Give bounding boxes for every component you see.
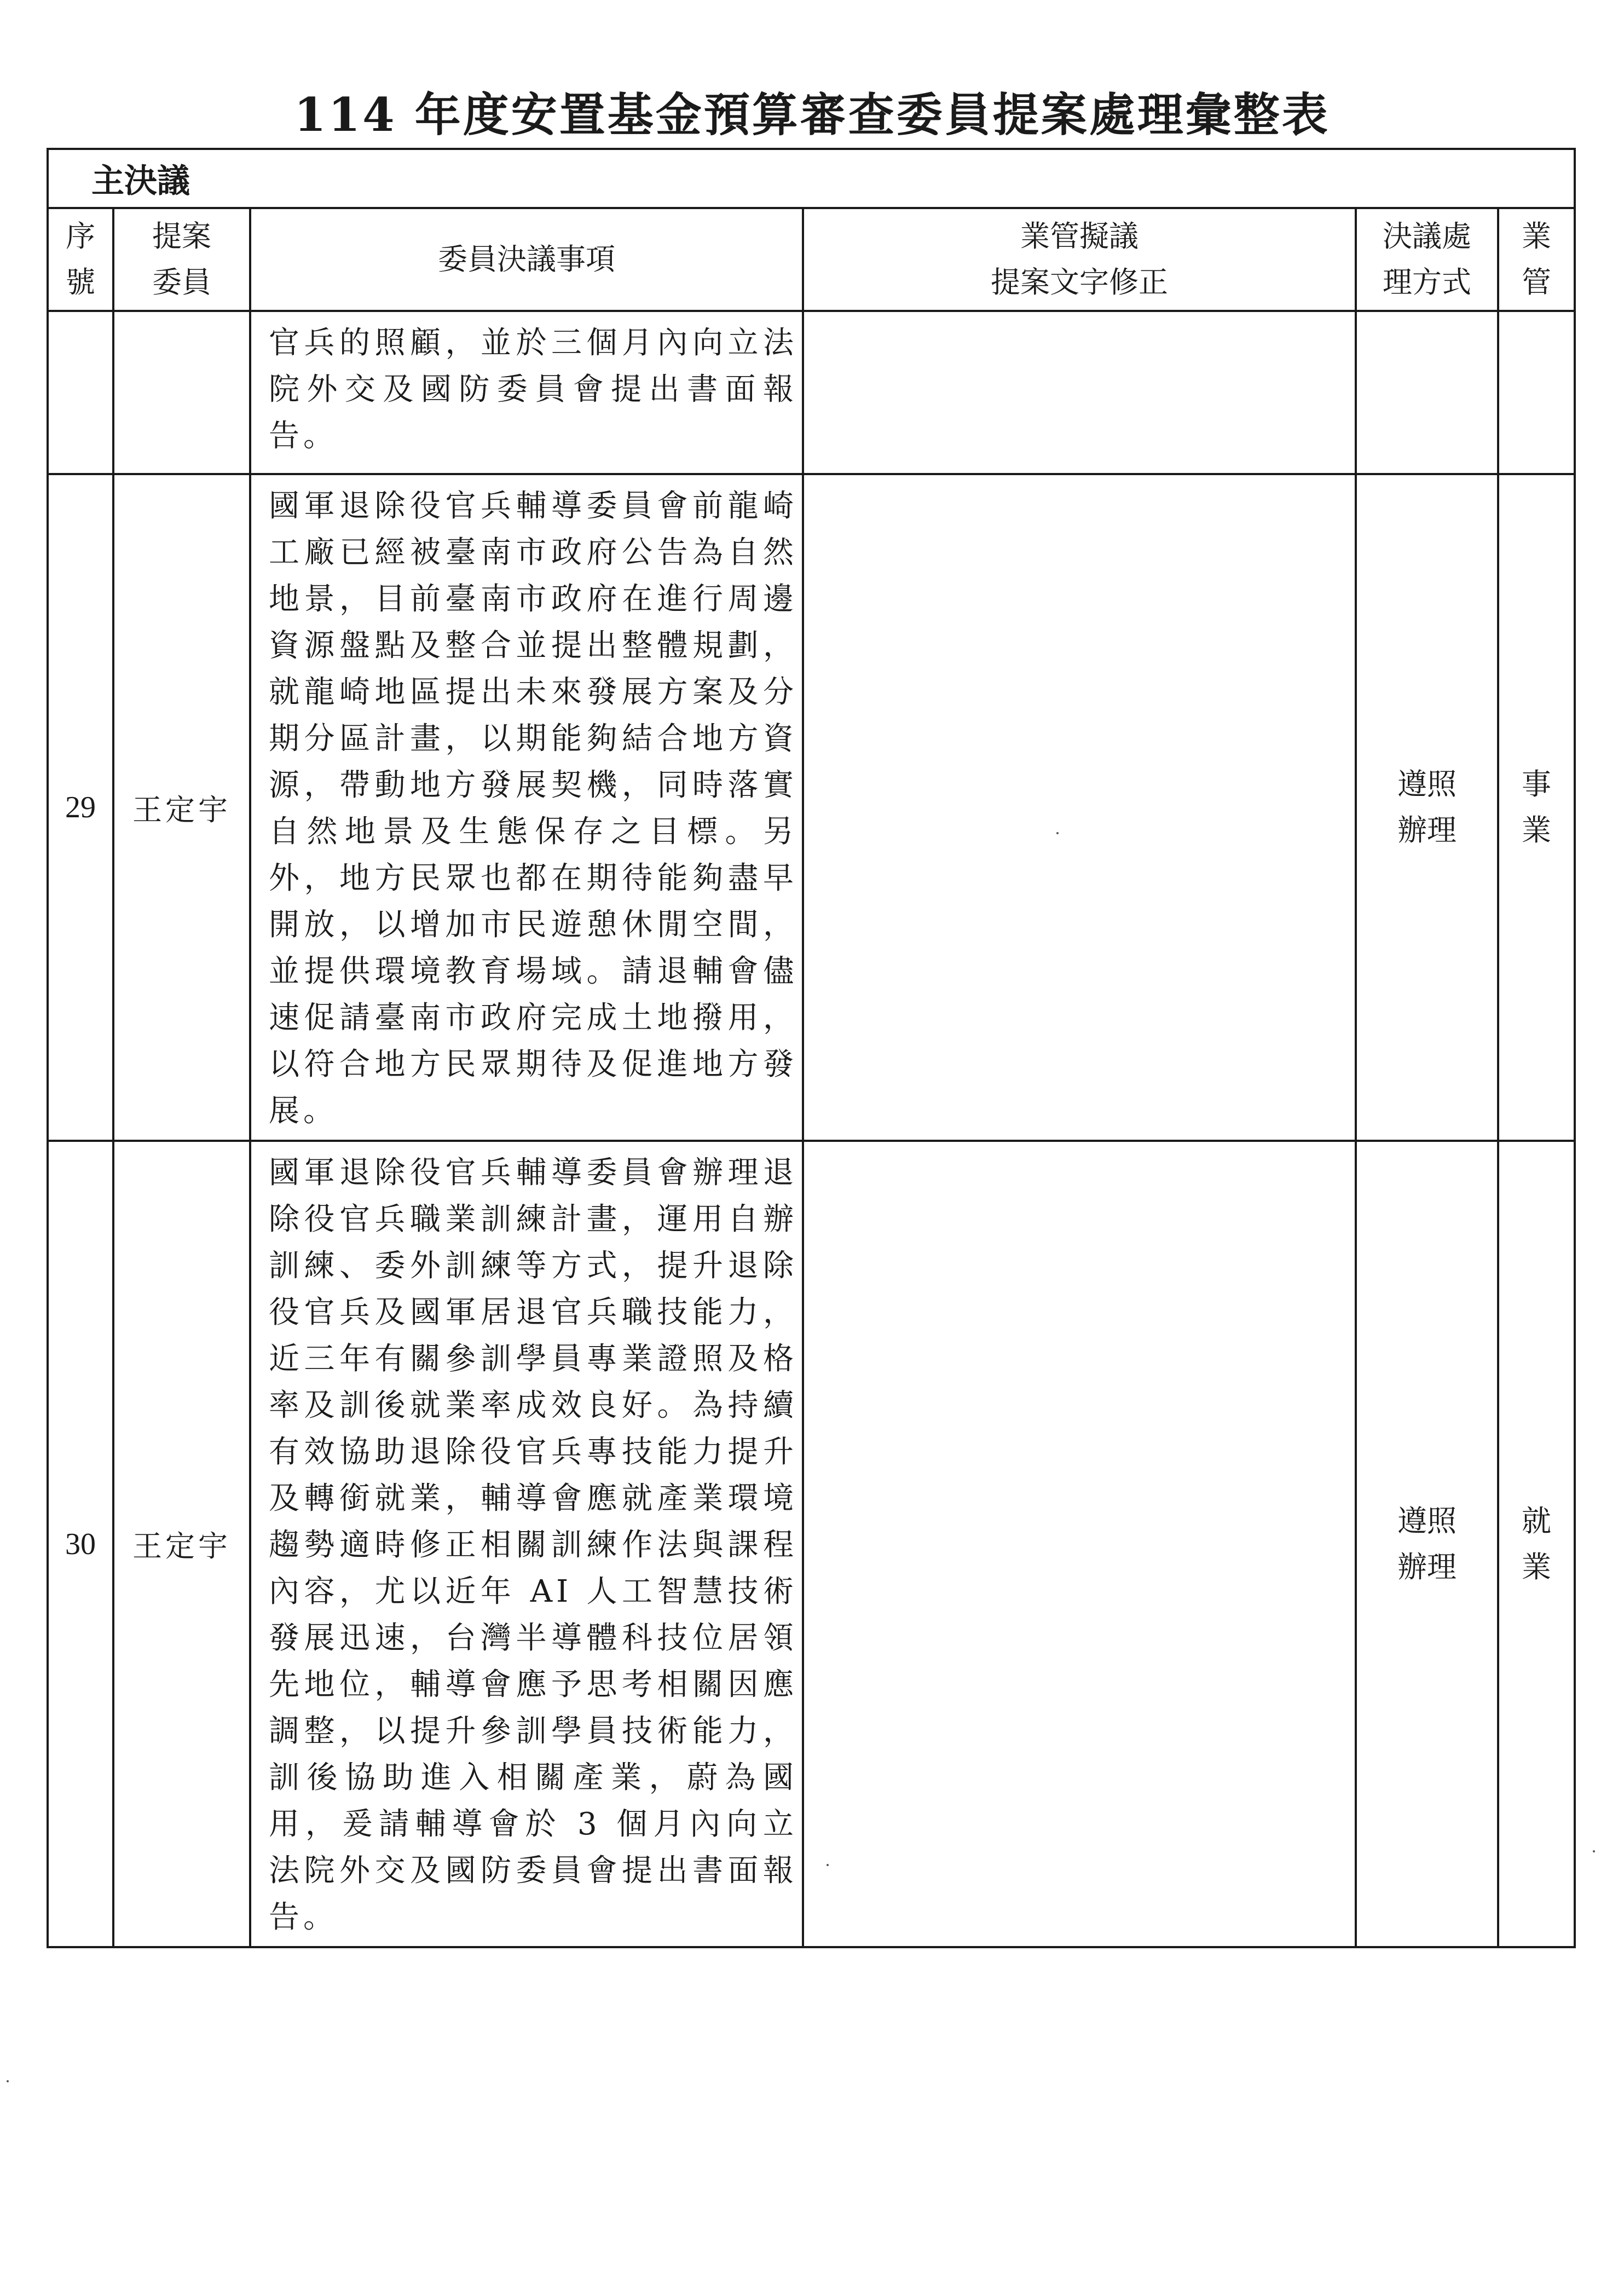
- row-handling: 遵照 辦理: [1356, 474, 1498, 1141]
- scan-speck: [7, 2080, 9, 2082]
- row-resolution-text: 國軍退除役官兵輔導委員會前龍崎工廠已經被臺南市政府公告為自然地景，目前臺南市政府在進行周邊資源盤點及整合並提出整體規劃，就龍崎地區提出未來發展方案及分期分區計畫，以期能夠結合地方資源，帶動地方發展契機，同時落實自然地景及生態保存之目標。另外，地方民眾也都在期待能夠盡早開放，以增加市民遊憩休閒空間，並提供環境教育場域。請退輔會儘速促請臺南市政府完成土地撥用，以符合地方民眾期待及促進地方發展。: [269, 488, 797, 1129]
- table-row: [48, 311, 1575, 474]
- row-suggestion: [803, 474, 1356, 1141]
- header-handling: 決議處 理方式: [1356, 208, 1498, 311]
- row-unit: 就 業: [1498, 1141, 1575, 1947]
- row-suggestion: [803, 311, 1356, 474]
- header-resolution: 委員決議事項: [250, 208, 803, 311]
- header-suggestion: 業管擬議 提案文字修正: [803, 208, 1356, 311]
- row-proposer: [113, 311, 250, 474]
- document-title: 114 年度安置基金預算審查委員提案處理彙整表: [294, 88, 1330, 142]
- scan-speck: [1593, 1850, 1595, 1852]
- row-resolution-text: 國軍退除役官兵輔導委員會辦理退除役官兵職業訓練計畫，運用自辦訓練、委外訓練等方式，提升退除役官兵及國軍居退官兵職技能力，近三年有關參訓學員專業證照及格率及訓後就業率成效良好。為持續有效協助退除役官兵專技能力提升及轉銜就業，輔導會應就產業環境趨勢適時修正相關訓練作法與課程內容，尤以近年 AI 人工智慧技術發展迅速，台灣半導體科技位居領先地位，輔導會應予思考相關因應調整，以提升參訓學員技術能力，訓後協助進入相關產業，蔚為國用，爰請輔導會於 3 個月內向立法院外交及國防委員會提出書面報告。: [269, 1155, 797, 1935]
- row-unit: [1498, 311, 1575, 474]
- proposal-table: [47, 148, 1576, 1948]
- row-seq: [48, 311, 113, 474]
- scan-speck: [827, 1864, 829, 1866]
- row-unit: 事 業: [1498, 474, 1575, 1141]
- row-resolution: [250, 1141, 803, 1947]
- row-resolution-text: 官兵的照顧，並於三個月內向立法院外交及國防委員會提出書面報告。: [269, 325, 797, 454]
- header-unit: 業 管: [1498, 208, 1575, 311]
- row-seq: 29: [48, 474, 113, 1141]
- row-handling: [1356, 311, 1498, 474]
- row-seq: 30: [48, 1141, 113, 1947]
- row-suggestion: [803, 1141, 1356, 1947]
- row-resolution: [250, 311, 803, 474]
- section-label: 主決議: [48, 149, 1575, 208]
- row-proposer: 王定宇: [113, 474, 250, 1141]
- table-row: [48, 1141, 1575, 1947]
- scan-speck: [1056, 832, 1059, 834]
- row-resolution: [250, 474, 803, 1141]
- header-proposer: 提案 委員: [113, 208, 250, 311]
- header-row: [48, 208, 1575, 311]
- row-handling: 遵照 辦理: [1356, 1141, 1498, 1947]
- row-proposer: 王定宇: [113, 1141, 250, 1947]
- table-row: [48, 474, 1575, 1141]
- header-seq: 序 號: [48, 208, 113, 311]
- section-row: [48, 149, 1575, 208]
